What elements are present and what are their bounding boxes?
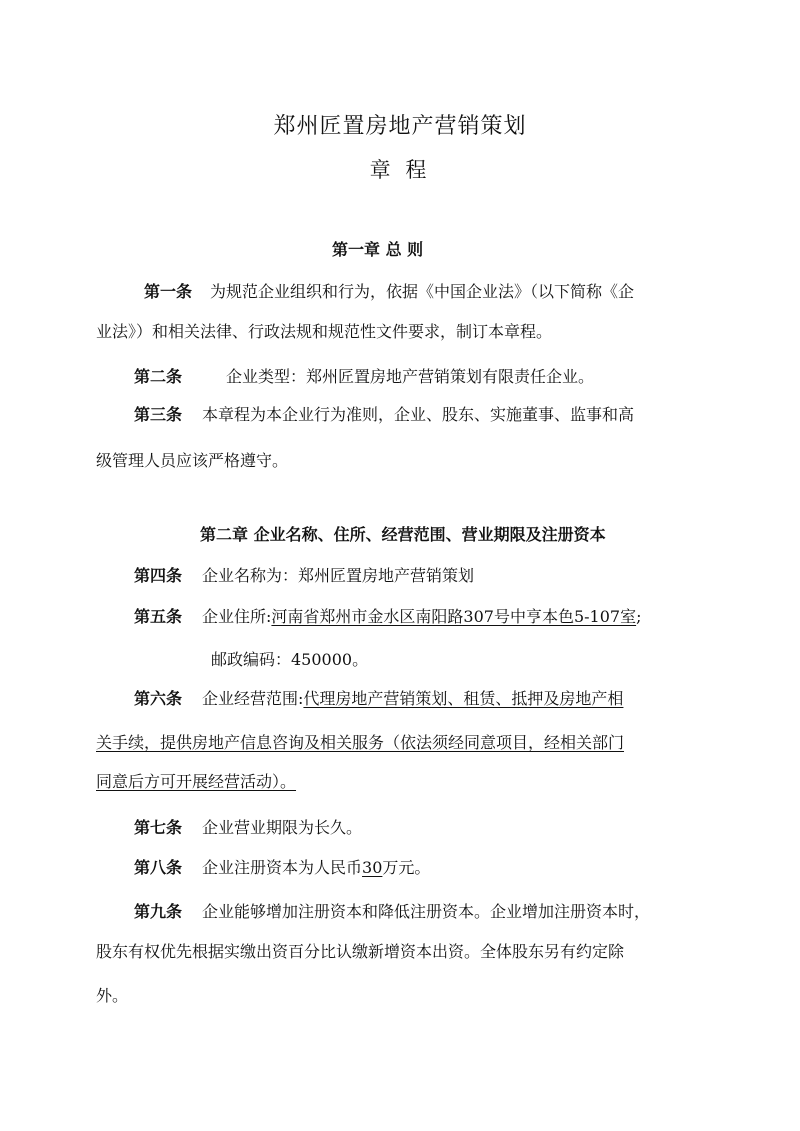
article-5-line-2: 邮政编码：450000。 [211, 650, 369, 669]
article-8 [134, 858, 430, 878]
article-5-label: 第五条 [134, 607, 183, 626]
article-6-text: 代理房地产营销策划、租赁、抵押及房地产相 [303, 689, 624, 708]
article-4 [134, 566, 474, 586]
article-9-line-3: 外。 [96, 986, 129, 1005]
article-8-suffix: 万元。 [382, 858, 431, 877]
article-9-label: 第九条 [134, 902, 183, 921]
chapter-2-heading: 第二章 企业名称、住所、经营范围、营业期限及注册资本 [200, 525, 606, 544]
article-8-prefix: 企业注册资本为人民币 [202, 858, 363, 877]
article-4-label: 第四条 [134, 566, 183, 585]
article-5-address: 河南省郑州市金水区南阳路307号中亨本色5-107室 [271, 607, 637, 626]
article-3-text: 本章程为本企业行为准则，企业、股东、实施董事、监事和高 [202, 405, 635, 424]
article-8-label: 第八条 [134, 858, 183, 877]
article-9-line-1 [134, 902, 650, 922]
article-5-line-1 [134, 607, 641, 627]
article-1-label: 第一条 [144, 282, 193, 301]
article-5-prefix: 企业住所: [202, 607, 272, 626]
article-3-line-2: 级管理人员应该严格遵守。 [96, 451, 289, 470]
article-6-line-1 [134, 689, 623, 709]
article-2-text: 企业类型：郑州匠置房地产营销策划有限责任企业。 [226, 367, 595, 386]
article-7-label: 第七条 [134, 818, 183, 837]
article-5-suffix: ; [636, 607, 642, 626]
article-6-line-3: 同意后方可开展经营活动）。 [96, 772, 297, 791]
document-title: 郑州匠置房地产营销策划 [273, 114, 527, 139]
article-2 [134, 367, 594, 387]
article-3-line-1 [134, 405, 634, 425]
article-9-line-2: 股东有权优先根据实缴出资百分比认缴新增资本出资。全体股东另有约定除 [96, 942, 625, 961]
document-subtitle: 章 程 [369, 158, 431, 182]
article-4-text: 企业名称为：郑州匠置房地产营销策划 [202, 566, 475, 585]
article-3-label: 第三条 [134, 405, 183, 424]
article-1-line-2: 业法》）和相关法律、行政法规和规范性文件要求，制订本章程。 [96, 322, 553, 341]
article-7 [134, 818, 362, 838]
article-6-line-2: 关手续，提供房地产信息咨询及相关服务（依法须经同意项目，经相关部门 [96, 733, 625, 752]
article-6-label: 第六条 [134, 689, 183, 708]
chapter-1-heading: 第一章 总 则 [332, 240, 424, 259]
article-2-label: 第二条 [134, 367, 183, 386]
article-1-line-1 [144, 282, 634, 302]
article-9-text: 企业能够增加注册资本和降低注册资本。企业增加注册资本时， [202, 902, 651, 921]
article-6-prefix: 企业经营范围: [202, 689, 304, 708]
article-8-amount: 30 [362, 858, 383, 877]
article-7-text: 企业营业期限为长久。 [202, 818, 363, 837]
article-1-text: 为规范企业组织和行为，依据《中国企业法》（以下简称《企 [210, 282, 635, 301]
